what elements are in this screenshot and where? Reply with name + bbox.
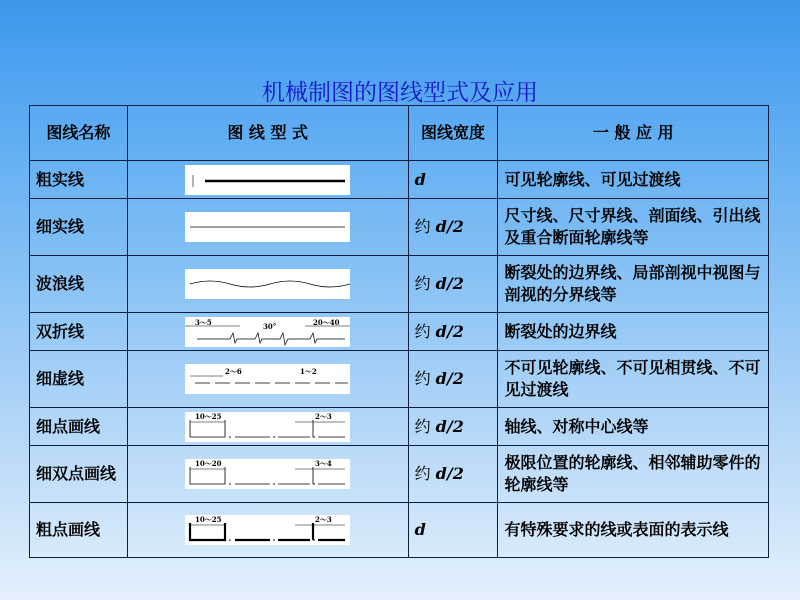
line-name: 粗点画线 xyxy=(30,503,128,558)
line-sample-cell xyxy=(127,256,408,313)
line-use: 有特殊要求的线或表面的表示线 xyxy=(498,503,769,558)
line-use: 极限位置的轮廓线、相邻辅助零件的轮廓线等 xyxy=(498,446,769,503)
table-row xyxy=(30,256,769,313)
line-width xyxy=(408,503,498,558)
dimension-label: 2～3 xyxy=(315,515,332,524)
line-sample-cell xyxy=(127,161,408,199)
width-value: d/2 xyxy=(435,416,464,436)
dimension-label: 1～2 xyxy=(300,367,317,376)
line-use: 断裂处的边界线 xyxy=(498,313,769,351)
line-sample-cell xyxy=(127,199,408,256)
line-sample-cell xyxy=(127,446,408,503)
line-width: 约 d/2 xyxy=(408,408,498,446)
width-value: d xyxy=(414,169,426,189)
line-width xyxy=(408,161,498,199)
dimension-label: 2～3 xyxy=(315,411,332,421)
dimension-label: 10～25 xyxy=(195,411,222,421)
line-sample-wave xyxy=(185,269,350,299)
table-row xyxy=(30,351,769,408)
line-use: 不可见轮廓线、不可见相贯线、不可见过渡线 xyxy=(498,351,769,408)
header-type: 图 线 型 式 xyxy=(127,106,408,161)
line-width: 约 d/2 xyxy=(408,256,498,313)
width-value: d/2 xyxy=(435,217,464,236)
line-use: 轴线、对称中心线等 xyxy=(498,408,769,446)
dimension-label: 20～40 xyxy=(313,317,340,327)
line-use: 断裂处的边界线、局部剖视中视图与剖视的分界线等 xyxy=(498,256,769,313)
line-name: 粗实线 xyxy=(30,161,128,199)
table-row xyxy=(30,313,769,351)
line-sample-thick-solid xyxy=(185,165,350,195)
table-row xyxy=(30,199,769,256)
line-name: 细实线 xyxy=(30,199,128,256)
line-sample-dashed xyxy=(185,364,350,394)
line-sample-zigzag xyxy=(185,317,350,347)
line-types-table xyxy=(29,105,769,558)
table-row xyxy=(30,503,769,558)
width-value: d/2 xyxy=(435,369,464,388)
dimension-label: 10～25 xyxy=(195,515,222,524)
line-width: 约 d/2 xyxy=(408,313,498,351)
line-width: 约 d/2 xyxy=(408,446,498,503)
header-name: 图线名称 xyxy=(30,106,128,161)
table-row xyxy=(30,408,769,446)
width-value: d/2 xyxy=(435,321,464,341)
line-name: 波浪线 xyxy=(30,256,128,313)
line-use: 尺寸线、尺寸界线、剖面线、引出线及重合断面轮廓线等 xyxy=(498,199,769,256)
line-name: 双折线 xyxy=(30,313,128,351)
line-name: 细虚线 xyxy=(30,351,128,408)
width-value: d xyxy=(414,520,426,539)
dimension-label: 3～4 xyxy=(315,459,332,468)
table-row xyxy=(30,161,769,199)
line-sample-thin-solid xyxy=(185,212,350,242)
line-sample-dash-dot xyxy=(185,412,350,442)
line-sample-cell xyxy=(127,503,408,558)
header-use: 一 般 应 用 xyxy=(498,106,769,161)
width-value: d/2 xyxy=(435,274,464,293)
dimension-label: 30° xyxy=(263,321,277,331)
line-sample-cell xyxy=(127,313,408,351)
line-name: 细双点画线 xyxy=(30,446,128,503)
line-sample-thick-dash-dot xyxy=(185,515,350,545)
dimension-label: 2～6 xyxy=(225,367,242,376)
width-value: d/2 xyxy=(435,464,464,483)
header-width: 图线宽度 xyxy=(408,106,498,161)
dimension-label: 10～20 xyxy=(195,459,222,468)
line-sample-cell xyxy=(127,351,408,408)
line-sample-cell xyxy=(127,408,408,446)
line-name: 细点画线 xyxy=(30,408,128,446)
line-sample-dash-dot-dot xyxy=(185,459,350,489)
line-width: 约 d/2 xyxy=(408,351,498,408)
page-title: 机械制图的图线型式及应用 xyxy=(262,80,538,106)
table-header-row xyxy=(30,106,769,161)
table-row xyxy=(30,446,769,503)
line-width: 约 d/2 xyxy=(408,199,498,256)
line-use: 可见轮廓线、可见过渡线 xyxy=(498,161,769,199)
dimension-label: 3～5 xyxy=(195,317,212,327)
